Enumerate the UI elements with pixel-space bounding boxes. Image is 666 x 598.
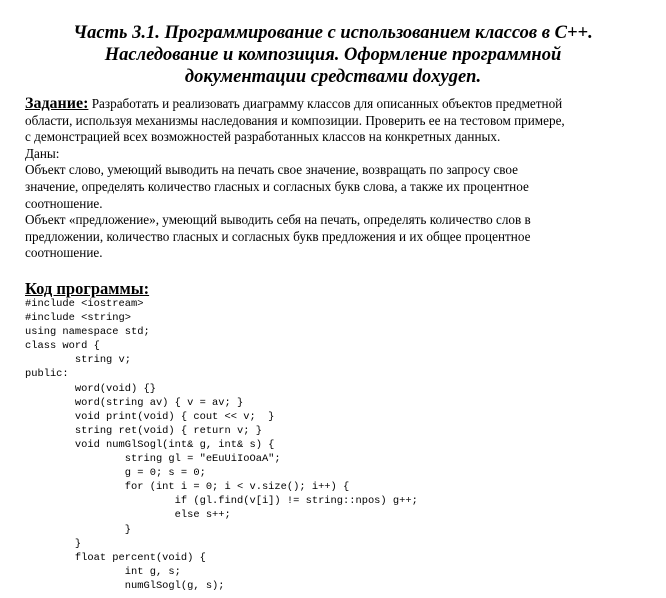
document-title bbox=[20, 22, 646, 88]
task-line-2: области, используя механизмы наследования и композиции. Проверить ее на тестовом примере, bbox=[25, 112, 565, 128]
given-label: Даны: bbox=[25, 145, 60, 161]
word-desc-2: значение, определять количество гласных и согласных букв слова, а также их процентное bbox=[25, 178, 529, 194]
code-line: string ret(void) { return v; } bbox=[25, 424, 262, 437]
task-line-1 bbox=[25, 96, 655, 113]
code-line: else s++; bbox=[25, 509, 231, 522]
code-line: g = 0; s = 0; bbox=[25, 467, 206, 480]
code-line: if (gl.find(v[i]) != string::npos) g++; bbox=[25, 495, 418, 508]
code-line: class word { bbox=[25, 340, 100, 353]
task-text-1: Разработать и реализовать диаграмму классов для описанных объектов предметной bbox=[88, 96, 563, 111]
code-heading: Код программы: bbox=[25, 279, 150, 298]
code-line: numGlSogl(g, s); bbox=[25, 579, 225, 592]
task-line-3: с демонстрацией всех возможностей разработанных классов на конкретных данных. bbox=[25, 129, 501, 145]
title-line-3: документации средствами doxygen. bbox=[184, 67, 482, 87]
title-line-1: Часть 3.1. Программирование с использованием классов в C++. bbox=[73, 23, 593, 43]
code-line: public: bbox=[25, 368, 69, 381]
code-line: float percent(void) { bbox=[25, 551, 206, 564]
code-line: #include <string> bbox=[25, 312, 132, 325]
title-line-2: Наследование и композиция. Оформление программной bbox=[104, 45, 562, 65]
code-line: } bbox=[25, 523, 132, 536]
code-line: word(void) {} bbox=[25, 382, 156, 395]
sentence-desc-1: Объект «предложение», умеющий выводить себя на печать, определять количество слов в bbox=[25, 212, 531, 228]
code-line: string v; bbox=[25, 354, 132, 367]
sentence-desc-2: предложении, количество гласных и согласных букв предложения и их общее процентное bbox=[25, 228, 531, 244]
code-block bbox=[25, 297, 418, 593]
word-desc-3: соотношение. bbox=[25, 195, 103, 211]
code-line: string gl = "eEuUiIoOaA"; bbox=[25, 453, 281, 466]
code-line: for (int i = 0; i < v.size(); i++) { bbox=[25, 481, 350, 494]
code-line: } bbox=[25, 537, 82, 550]
code-line: void numGlSogl(int& g, int& s) { bbox=[25, 438, 275, 451]
task-section bbox=[25, 96, 655, 262]
code-line: int g, s; bbox=[25, 565, 181, 578]
task-label: Задание: bbox=[25, 95, 89, 112]
code-line: void print(void) { cout << v; } bbox=[25, 410, 275, 423]
code-line: word(string av) { v = av; } bbox=[25, 396, 244, 409]
sentence-desc-3: соотношение. bbox=[25, 245, 103, 261]
code-line: #include <iostream> bbox=[25, 298, 144, 310]
word-desc-1: Объект слово, умеющий выводить на печать свое значение, возвращать по запросу свое bbox=[25, 162, 519, 178]
code-line: using namespace std; bbox=[25, 326, 150, 339]
